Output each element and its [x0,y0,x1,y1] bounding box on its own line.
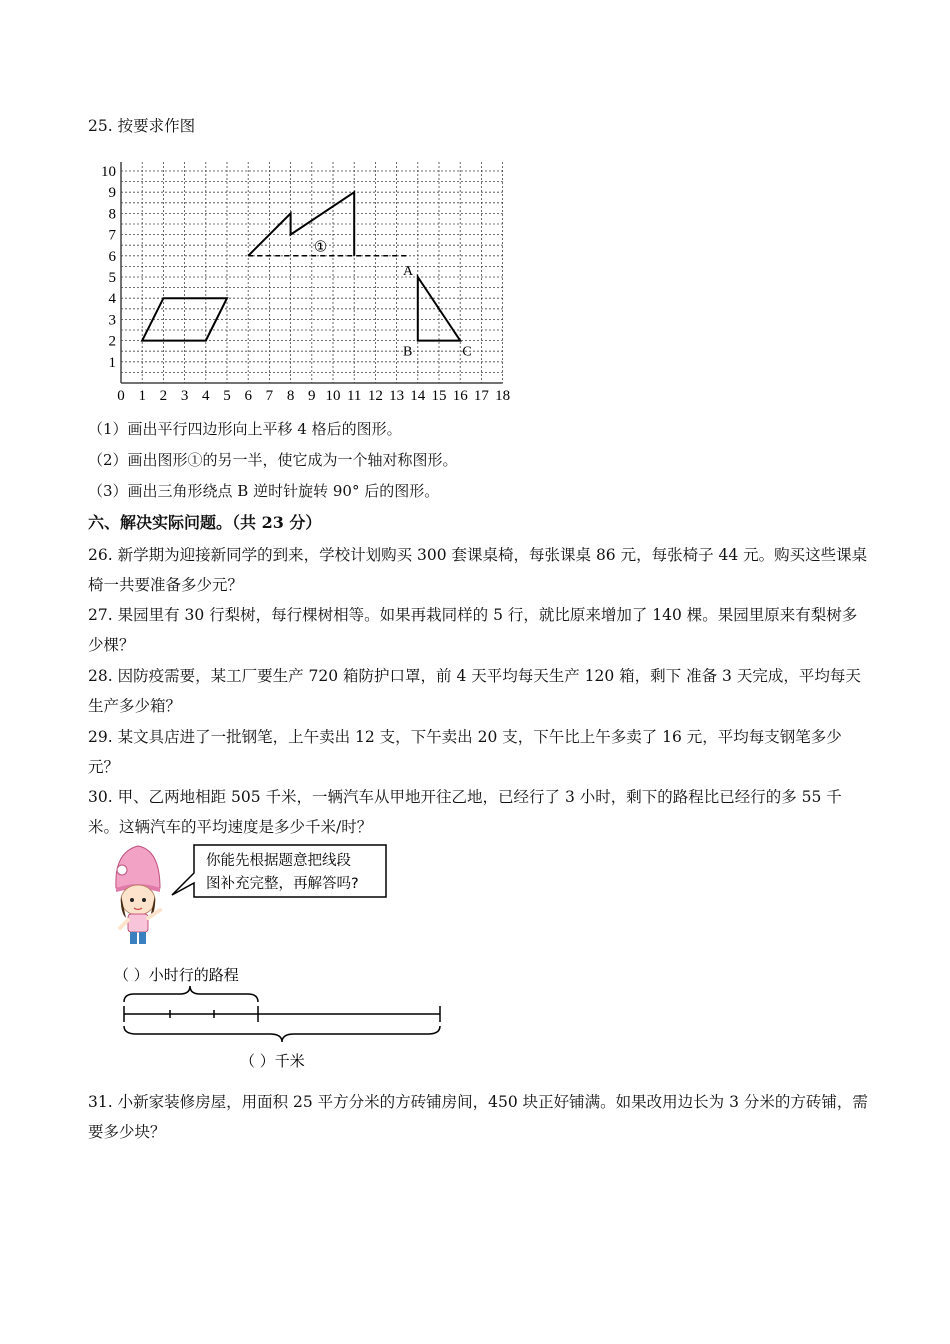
x-tick-label: 18 [495,388,511,404]
x-tick-label: 8 [286,388,295,404]
question-31: 31. 小新家装修房屋，用面积 25 平方分米的方砖铺房间，450 块正好铺满。如果改用边长为 3 分米的方砖铺，需要多少块？ [88,1093,868,1141]
y-tick-label: 7 [108,227,116,244]
question-30: 30. 甲、乙两地相距 505 千米，一辆汽车从甲地开往乙地，已经行了 3 小时，剩下的路程比已经行的多 55 千米。这辆汽车的平均速度是多少千米/时？ [88,788,842,836]
x-tick-label: 5 [223,388,231,404]
x-tick-label: 2 [159,388,168,404]
x-tick-labels [117,388,510,404]
point-b-label: B [402,344,413,360]
x-tick-label: 16 [452,388,468,404]
y-tick-label: 8 [108,206,116,223]
coordinate-grid [95,150,525,410]
x-tick-label: 3 [180,388,189,404]
question-26: 26. 新学期为迎接新同学的到来，学校计划购买 300 套课桌椅，每张课桌 86 元，每张椅子 44 元。购买这些课桌椅一共要准备多少元？ [88,546,868,594]
point-c-label: C [462,344,472,360]
grid-lines [121,162,503,383]
q25-sub2: （2）画出图形①的另一半，使它成为一个轴对称图形。 [88,451,458,469]
segment-top-label: （ ）小时行的路程 [114,966,239,984]
x-tick-label: 14 [410,388,426,404]
x-tick-label: 12 [367,388,383,404]
segment-bottom-label: （ ）千米 [240,1052,305,1070]
q25-title: 25. 按要求作图 [88,117,196,135]
y-tick-label: 9 [108,185,116,202]
speech-bubble [168,843,390,901]
x-tick-label: 0 [117,388,125,404]
question-28: 28. 因防疫需要，某工厂要生产 720 箱防护口罩，前 4 天平均每天生产 120 箱，剩下 准备 3 天完成，平均每天生产多少箱？ [88,667,861,715]
bubble-line-2: 图补充完整，再解答吗? [206,876,359,892]
x-tick-label: 1 [138,388,146,404]
y-tick-label: 5 [108,270,116,286]
x-tick-label: 13 [389,388,405,404]
q25-sub3: （3）画出三角形绕点 B 逆时针旋转 90° 后的图形。 [88,482,440,500]
question-29: 29. 某文具店进了一批钢笔，上午卖出 12 支，下午卖出 20 支，下午比上午多卖了 16 元，平均每支钢笔多少元？ [88,728,842,776]
bottom-brace [124,1026,440,1042]
x-tick-label: 9 [308,388,316,404]
x-tick-label: 4 [202,388,210,404]
x-tick-label: 6 [244,388,252,404]
bubble-line-1: 你能先根据题意把线段 [206,853,351,869]
cartoon-girl-illustration [98,840,178,950]
y-tick-label: 4 [108,291,116,308]
x-tick-label: 17 [473,388,489,404]
x-tick-label: 11 [346,388,362,404]
line-segment-diagram [110,960,450,1075]
question-27: 27. 果园里有 30 行梨树，每行棵树相等。如果再栽同样的 5 行，就比原来增加了 140 棵。果园里原来有梨树多少棵？ [88,606,858,654]
point-a-label: A [402,263,414,279]
y-tick-label: 6 [108,248,116,265]
y-tick-labels [101,164,117,371]
y-tick-label: 10 [101,164,116,180]
section-6-heading: 六、解决实际问题。（共 23 分） [88,513,322,532]
x-tick-label: 15 [431,388,447,404]
y-tick-label: 1 [108,354,116,371]
x-tick-label: 10 [325,388,341,404]
q25-sub1: （1）画出平行四边形向上平移 4 格后的图形。 [88,420,402,438]
shape-1-label: ① [313,239,328,256]
x-tick-label: 7 [265,388,274,404]
top-brace [124,986,258,1002]
y-tick-label: 2 [108,333,116,350]
y-tick-label: 3 [108,312,116,329]
